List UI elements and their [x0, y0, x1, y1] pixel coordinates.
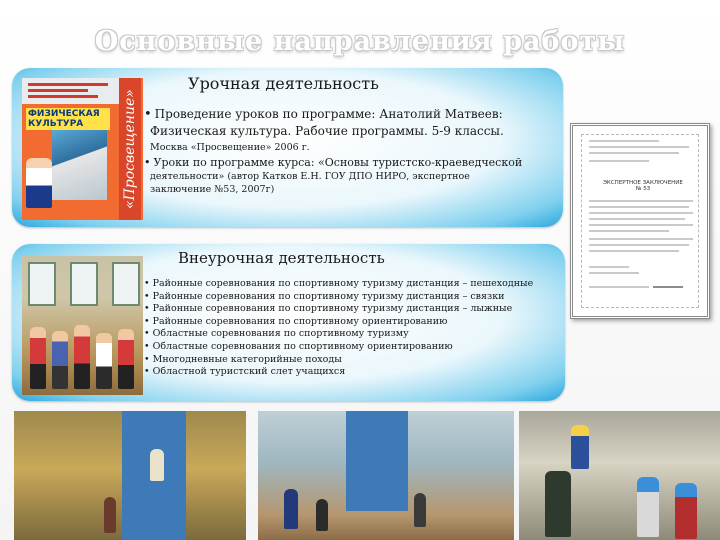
lesson-text-line-2: Физическая культура. Рабочие программы. 5-9 классы.	[150, 124, 504, 138]
publisher-label: «Просвещение»	[119, 78, 141, 220]
page-title: Основные направления работы	[94, 26, 626, 57]
list-item: • Областные соревнования по спортивному туризму	[144, 328, 409, 340]
lesson-text-line-4: • Уроки по программе курса: «Основы туристско-краеведческой	[144, 156, 523, 169]
competition-list	[144, 278, 533, 379]
document-title: ЭКСПЕРТНОЕ ЗАКЛЮЧЕНИЕ № 53	[603, 180, 683, 192]
extracurricular-heading: Внеурочная деятельность	[178, 249, 385, 267]
list-item: • Многодневные категорийные походы	[144, 353, 342, 365]
lesson-text-line-1: • Проведение уроков по программе: Анатолий Матвеев:	[144, 107, 503, 122]
lesson-text-line-3: Москва «Просвещение» 2006 г.	[150, 142, 310, 153]
list-item: • Районные соревнования по спортивному туризму дистанция – связки	[144, 290, 505, 302]
gym-training-photo	[22, 256, 143, 395]
list-item: • Районные соревнования по спортивному туризму дистанция – пешеходные	[144, 278, 534, 289]
lesson-activity-heading: Урочная деятельность	[188, 74, 379, 93]
list-item: • Областные соревнования по спортивному ориентированию	[144, 340, 453, 352]
list-item: • Районные соревнования по спортивному ориентированию	[144, 315, 448, 327]
list-item: • Районные соревнования по спортивному туризму дистанция – лыжные	[144, 303, 513, 315]
list-item: • Областной туристский слет учащихся	[144, 366, 346, 378]
lesson-text-line-5: деятельности» (автор Катков Е.Н. ГОУ ДПО НИРО, экспертное	[150, 171, 470, 182]
textbook-cover-title: ФИЗИЧЕСКАЯ КУЛЬТУРА	[26, 108, 110, 130]
expert-conclusion-document-image	[570, 123, 710, 319]
climbing-wall-photo-1	[14, 411, 246, 540]
textbook-cover-image	[22, 78, 143, 220]
rope-training-photo	[519, 411, 720, 540]
lesson-text-line-6: заключение №53, 2007г)	[150, 184, 275, 195]
climbing-wall-photo-2	[258, 411, 514, 540]
